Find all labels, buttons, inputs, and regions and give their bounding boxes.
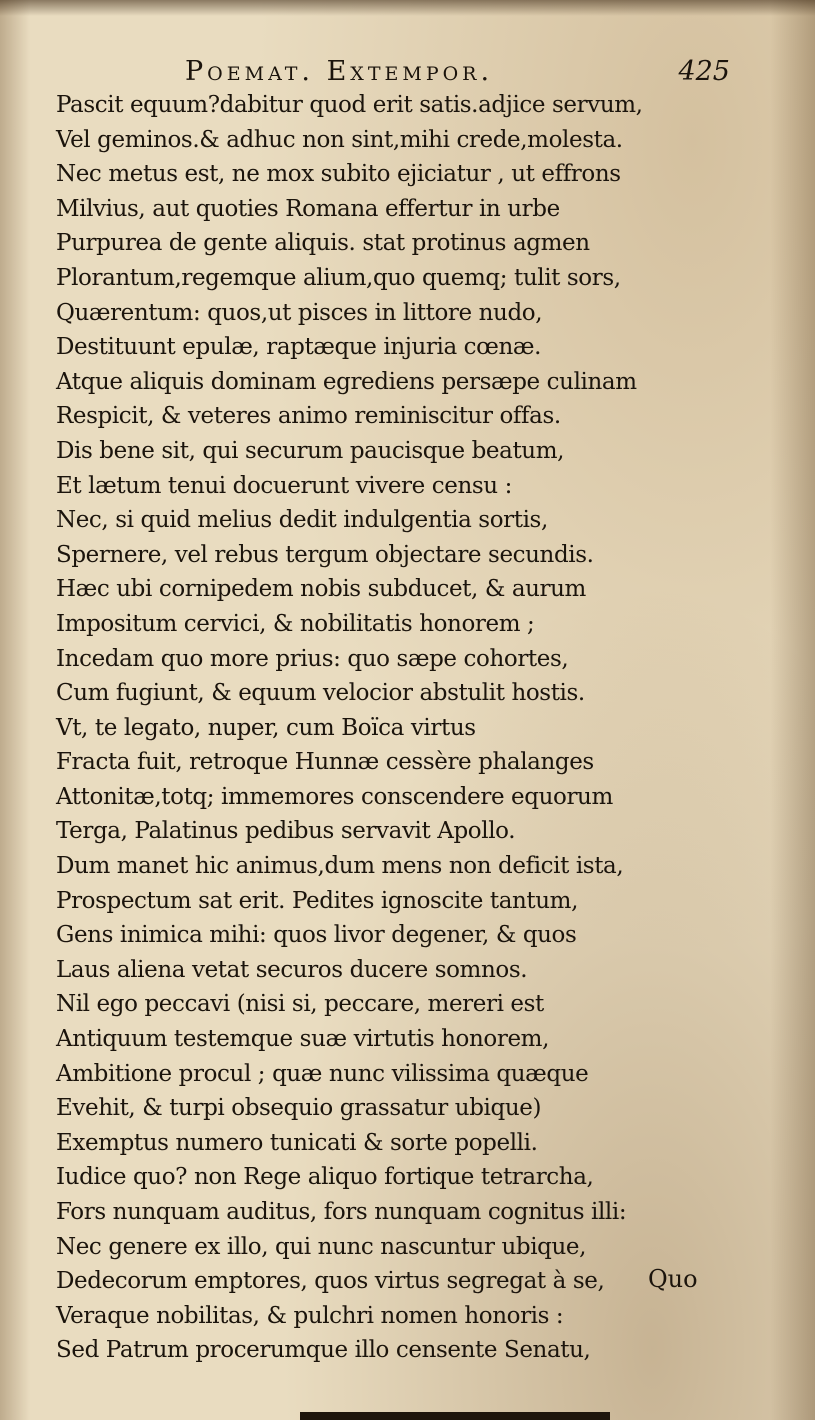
verse-line: Dedecorum emptores, quos virtus segregat à se, — [56, 1268, 605, 1295]
verse-line: Gens inimica mihi: quos livor degener, & quos — [56, 922, 577, 949]
verse-line: Exemptus numero tunicati & sorte popelli. — [56, 1129, 538, 1156]
verse-line: Nec metus est, ne mox subito ejiciatur , ut effrons — [56, 161, 621, 188]
verse-line: Antiquum testemque suæ virtutis honorem, — [56, 1026, 549, 1053]
verse-line: Fracta fuit, retroque Hunnæ cessère phalanges — [56, 749, 594, 776]
verse-line: Incedam quo more prius: quo sæpe cohortes, — [56, 645, 569, 672]
verse-line: Nec, si quid melius dedit indulgentia sortis, — [56, 507, 548, 534]
verse-line: Veraque nobilitas, & pulchri nomen honoris : — [56, 1302, 564, 1329]
verse-line: Atque aliquis dominam egrediens persæpe culinam — [56, 368, 637, 395]
poem-text — [56, 88, 726, 1368]
page-header — [185, 56, 730, 92]
verse-line: Dis bene sit, qui securum paucisque beatum, — [56, 437, 565, 464]
page-bottom-edge — [300, 1412, 610, 1420]
verse-line: Nec genere ex illo, qui nunc nascuntur ubique, — [56, 1233, 587, 1260]
running-title: Poemat. Extempor. — [185, 56, 494, 87]
verse-line: Iudice quo? non Rege aliquo fortique tetrarcha, — [56, 1164, 594, 1191]
verse-line: Spernere, vel rebus tergum objectare secundis. — [56, 541, 594, 568]
verse-line: Plorantum,regemque alium,quo quemq; tulit sors, — [56, 264, 621, 291]
verse-line: Cum fugiunt, & equum velocior abstulit hostis. — [56, 680, 585, 707]
verse-line: Destituunt epulæ, raptæque injuria cœnæ. — [56, 334, 542, 361]
verse-line: Vt, te legato, nuper, cum Boïca virtus — [56, 714, 476, 741]
verse-line: Attonitæ,totq; immemores conscendere equorum — [56, 783, 613, 810]
verse-line: Impositum cervici, & nobilitatis honorem ; — [56, 610, 535, 637]
verse-line: Ambitione procul ; quæ nunc vilissima quæque — [56, 1060, 589, 1087]
verse-line: Et lætum tenui docuerunt vivere censu : — [56, 472, 512, 499]
verse-line: Prospectum sat erit. Pedites ignoscite tantum, — [56, 887, 578, 914]
verse-line: Vel geminos.& adhuc non sint,mihi crede,molesta. — [56, 126, 623, 153]
verse-line: Dum manet hic animus,dum mens non deficit ista, — [56, 853, 624, 880]
verse-line: Hæc ubi cornipedem nobis subducet, & aurum — [56, 576, 586, 603]
verse-line: Milvius, aut quoties Romana effertur in urbe — [56, 195, 560, 222]
verse-line: Respicit, & veteres animo reminiscitur offas. — [56, 403, 561, 430]
page-number: 425 — [678, 56, 730, 87]
verse-line: Laus aliena vetat securos ducere somnos. — [56, 956, 528, 983]
verse-line: Purpurea de gente aliquis. stat protinus agmen — [56, 230, 590, 257]
verse-line: Nil ego peccavi (nisi si, peccare, mereri est — [56, 991, 544, 1018]
catchword: Quo — [648, 1265, 698, 1293]
verse-line: Pascit equum?dabitur quod erit satis.adjice servum, — [56, 92, 643, 118]
page-top-shadow — [0, 0, 815, 16]
verse-line: Quærentum: quos,ut pisces in littore nudo, — [56, 299, 543, 326]
verse-line: Terga, Palatinus pedibus servavit Apollo. — [56, 818, 516, 845]
verse-line: Fors nunquam auditus, fors nunquam cognitus illi: — [56, 1199, 627, 1225]
verse-line: Sed Patrum procerumque illo censente Senatu, — [56, 1337, 591, 1364]
verse-line: Evehit, & turpi obsequio grassatur ubique) — [56, 1095, 542, 1122]
